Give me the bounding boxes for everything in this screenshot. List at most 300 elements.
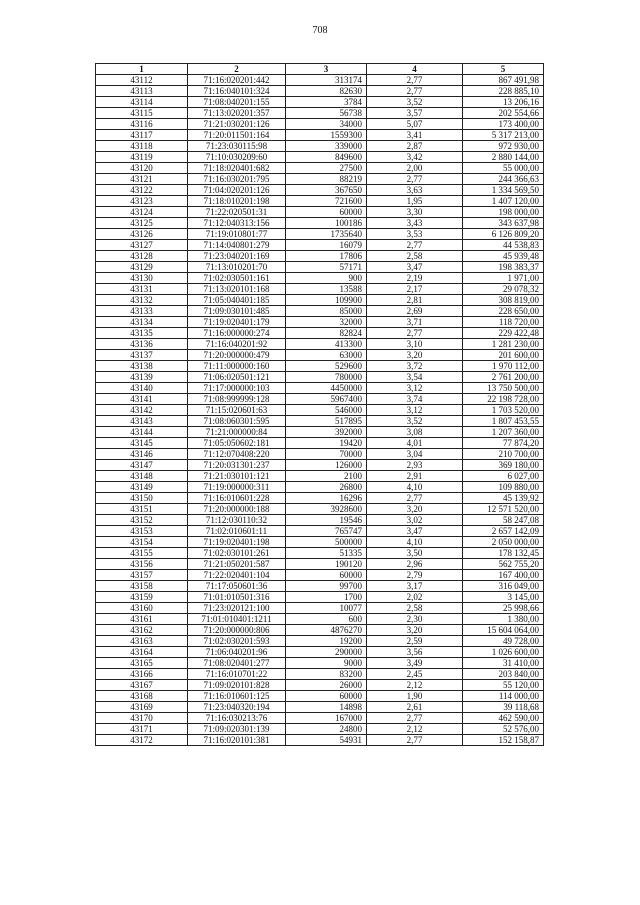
table-row: [96, 75, 544, 86]
rate-cell: 3,20: [367, 350, 463, 361]
table-row: [96, 416, 544, 427]
table-row: [96, 625, 544, 636]
cadastral-number-cell: 71:04:020201:126: [188, 185, 286, 196]
rate-cell: 2,45: [367, 669, 463, 680]
cadastral-number-cell: 71:21:050201:587: [188, 559, 286, 570]
value-cell: 198 383,37: [463, 262, 544, 273]
area-cell: 19420: [286, 438, 367, 449]
cadastral-number-cell: 71:02:030501:161: [188, 273, 286, 284]
value-cell: 228 885,10: [463, 86, 544, 97]
cadastral-number-cell: 71:13:020101:168: [188, 284, 286, 295]
value-cell: 44 538,83: [463, 240, 544, 251]
table-body: [96, 75, 544, 746]
value-cell: 201 600,00: [463, 350, 544, 361]
row-number-cell: 43152: [96, 515, 188, 526]
table-row: [96, 119, 544, 130]
value-cell: 173 400,00: [463, 119, 544, 130]
value-cell: 31 410,00: [463, 658, 544, 669]
area-cell: 517895: [286, 416, 367, 427]
table-row: [96, 284, 544, 295]
rate-cell: 3,42: [367, 152, 463, 163]
table-row: [96, 702, 544, 713]
rate-cell: 2,77: [367, 328, 463, 339]
row-number-cell: 43131: [96, 284, 188, 295]
rate-cell: 3,52: [367, 97, 463, 108]
table-row: [96, 735, 544, 746]
area-cell: 13588: [286, 284, 367, 295]
row-number-cell: 43127: [96, 240, 188, 251]
value-cell: 178 132,45: [463, 548, 544, 559]
row-number-cell: 43124: [96, 207, 188, 218]
table-row: [96, 306, 544, 317]
area-cell: 500000: [286, 537, 367, 548]
value-cell: 39 118,68: [463, 702, 544, 713]
area-cell: 16296: [286, 493, 367, 504]
row-number-cell: 43138: [96, 361, 188, 372]
row-number-cell: 43141: [96, 394, 188, 405]
value-cell: 308 819,00: [463, 295, 544, 306]
row-number-cell: 43133: [96, 306, 188, 317]
table-row: [96, 537, 544, 548]
rate-cell: 2,81: [367, 295, 463, 306]
value-cell: 202 554,66: [463, 108, 544, 119]
value-cell: 198 000,00: [463, 207, 544, 218]
area-cell: 600: [286, 614, 367, 625]
rate-cell: 4,10: [367, 537, 463, 548]
row-number-cell: 43142: [96, 405, 188, 416]
row-number-cell: 43160: [96, 603, 188, 614]
cadastral-number-cell: 71:20:000000:806: [188, 625, 286, 636]
value-cell: 5 317 213,00: [463, 130, 544, 141]
area-cell: 721600: [286, 196, 367, 207]
cadastral-number-cell: 71:02:030201:593: [188, 636, 286, 647]
table-row: [96, 394, 544, 405]
rate-cell: 3,49: [367, 658, 463, 669]
value-cell: 1 971,00: [463, 273, 544, 284]
rate-cell: 2,02: [367, 592, 463, 603]
table-row: [96, 207, 544, 218]
area-cell: 56738: [286, 108, 367, 119]
cadastral-number-cell: 71:16:010601:125: [188, 691, 286, 702]
table-row: [96, 471, 544, 482]
table-row: [96, 196, 544, 207]
page-number: 708: [312, 25, 328, 36]
area-cell: 313174: [286, 75, 367, 86]
table-row: [96, 438, 544, 449]
area-cell: 17806: [286, 251, 367, 262]
data-table: [95, 63, 544, 746]
area-cell: 82630: [286, 86, 367, 97]
row-number-cell: 43161: [96, 614, 188, 625]
rate-cell: 3,57: [367, 108, 463, 119]
rate-cell: 3,12: [367, 405, 463, 416]
cadastral-number-cell: 71:17:050601:36: [188, 581, 286, 592]
area-cell: 2100: [286, 471, 367, 482]
cadastral-number-cell: 71:19:020401:198: [188, 537, 286, 548]
area-cell: 70000: [286, 449, 367, 460]
value-cell: 2 657 142,09: [463, 526, 544, 537]
row-number-cell: 43114: [96, 97, 188, 108]
value-cell: 49 728,00: [463, 636, 544, 647]
value-cell: 343 637,98: [463, 218, 544, 229]
value-cell: 22 198 728,00: [463, 394, 544, 405]
rate-cell: 2,19: [367, 273, 463, 284]
rate-cell: 4,01: [367, 438, 463, 449]
table-row: [96, 559, 544, 570]
row-number-cell: 43169: [96, 702, 188, 713]
value-cell: 867 491,98: [463, 75, 544, 86]
table-row: [96, 614, 544, 625]
value-cell: 369 180,00: [463, 460, 544, 471]
row-number-cell: 43113: [96, 86, 188, 97]
area-cell: 57171: [286, 262, 367, 273]
rate-cell: 3,47: [367, 526, 463, 537]
cadastral-number-cell: 71:20:011501:164: [188, 130, 286, 141]
row-number-cell: 43171: [96, 724, 188, 735]
value-cell: 244 366,63: [463, 174, 544, 185]
cadastral-number-cell: 71:06:020501:121: [188, 372, 286, 383]
area-cell: 19200: [286, 636, 367, 647]
table-row: [96, 339, 544, 350]
row-number-cell: 43139: [96, 372, 188, 383]
rate-cell: 4,10: [367, 482, 463, 493]
area-cell: 32000: [286, 317, 367, 328]
rate-cell: 3,17: [367, 581, 463, 592]
table-row: [96, 240, 544, 251]
row-number-cell: 43119: [96, 152, 188, 163]
cadastral-number-cell: 71:05:040401:185: [188, 295, 286, 306]
cadastral-number-cell: 71:14:040801:279: [188, 240, 286, 251]
table-row: [96, 108, 544, 119]
area-cell: 63000: [286, 350, 367, 361]
rate-cell: 3,08: [367, 427, 463, 438]
cadastral-number-cell: 71:15:020601:63: [188, 405, 286, 416]
cadastral-number-cell: 71:08:020401:277: [188, 658, 286, 669]
rate-cell: 3,43: [367, 218, 463, 229]
area-cell: 27500: [286, 163, 367, 174]
area-cell: 60000: [286, 207, 367, 218]
value-cell: 3 145,00: [463, 592, 544, 603]
rate-cell: 2,79: [367, 570, 463, 581]
rate-cell: 3,71: [367, 317, 463, 328]
area-cell: 529600: [286, 361, 367, 372]
rate-cell: 2,77: [367, 735, 463, 746]
cadastral-number-cell: 71:21:030101:121: [188, 471, 286, 482]
value-cell: 2 880 144,00: [463, 152, 544, 163]
area-cell: 19546: [286, 515, 367, 526]
area-cell: 339000: [286, 141, 367, 152]
cadastral-number-cell: 71:11:000000:160: [188, 361, 286, 372]
row-number-cell: 43112: [96, 75, 188, 86]
rate-cell: 3,12: [367, 383, 463, 394]
table-row: [96, 691, 544, 702]
value-cell: 114 000,00: [463, 691, 544, 702]
table-row: [96, 658, 544, 669]
area-cell: 1559300: [286, 130, 367, 141]
row-number-cell: 43155: [96, 548, 188, 559]
value-cell: 6 027,00: [463, 471, 544, 482]
rate-cell: 1,95: [367, 196, 463, 207]
table-row: [96, 724, 544, 735]
area-cell: 126000: [286, 460, 367, 471]
area-cell: 88219: [286, 174, 367, 185]
rate-cell: 3,53: [367, 229, 463, 240]
area-cell: 546000: [286, 405, 367, 416]
cadastral-number-cell: 71:09:030101:485: [188, 306, 286, 317]
rate-cell: 3,20: [367, 504, 463, 515]
row-number-cell: 43128: [96, 251, 188, 262]
rate-cell: 3,30: [367, 207, 463, 218]
area-cell: 99700: [286, 581, 367, 592]
area-cell: 82824: [286, 328, 367, 339]
row-number-cell: 43143: [96, 416, 188, 427]
rate-cell: 2,77: [367, 493, 463, 504]
rate-cell: 3,63: [367, 185, 463, 196]
area-cell: 83200: [286, 669, 367, 680]
row-number-cell: 43151: [96, 504, 188, 515]
table-row: [96, 185, 544, 196]
area-cell: 5967400: [286, 394, 367, 405]
row-number-cell: 43162: [96, 625, 188, 636]
cadastral-number-cell: 71:10:030209:60: [188, 152, 286, 163]
area-cell: 4876270: [286, 625, 367, 636]
area-cell: 14898: [286, 702, 367, 713]
value-cell: 52 576,00: [463, 724, 544, 735]
column-header: 5: [463, 64, 544, 75]
table-row: [96, 328, 544, 339]
area-cell: 765747: [286, 526, 367, 537]
table-row: [96, 372, 544, 383]
column-header: 1: [96, 64, 188, 75]
rate-cell: 3,72: [367, 361, 463, 372]
rate-cell: 2,77: [367, 174, 463, 185]
row-number-cell: 43130: [96, 273, 188, 284]
row-number-cell: 43126: [96, 229, 188, 240]
area-cell: 1700: [286, 592, 367, 603]
value-cell: 972 930,00: [463, 141, 544, 152]
cadastral-number-cell: 71:02:030101:261: [188, 548, 286, 559]
table-row: [96, 97, 544, 108]
rate-cell: 2,17: [367, 284, 463, 295]
row-number-cell: 43159: [96, 592, 188, 603]
table-row: [96, 86, 544, 97]
table-row: [96, 669, 544, 680]
table-row: [96, 295, 544, 306]
rate-cell: 2,61: [367, 702, 463, 713]
table-row: [96, 273, 544, 284]
row-number-cell: 43168: [96, 691, 188, 702]
rate-cell: 2,93: [367, 460, 463, 471]
row-number-cell: 43165: [96, 658, 188, 669]
area-cell: 167000: [286, 713, 367, 724]
row-number-cell: 43145: [96, 438, 188, 449]
value-cell: 167 400,00: [463, 570, 544, 581]
table-row: [96, 251, 544, 262]
table-row: [96, 141, 544, 152]
table-row: [96, 548, 544, 559]
row-number-cell: 43166: [96, 669, 188, 680]
rate-cell: 2,77: [367, 75, 463, 86]
value-cell: 77 874,20: [463, 438, 544, 449]
table-row: [96, 317, 544, 328]
value-cell: 1 380,00: [463, 614, 544, 625]
value-cell: 203 840,00: [463, 669, 544, 680]
table-row: [96, 713, 544, 724]
cadastral-number-cell: 71:05:050602:181: [188, 438, 286, 449]
cadastral-number-cell: 71:19:020401:179: [188, 317, 286, 328]
table-row: [96, 570, 544, 581]
rate-cell: 3,10: [367, 339, 463, 350]
row-number-cell: 43163: [96, 636, 188, 647]
area-cell: 3784: [286, 97, 367, 108]
row-number-cell: 43118: [96, 141, 188, 152]
rate-cell: 3,41: [367, 130, 463, 141]
rate-cell: 3,20: [367, 625, 463, 636]
cadastral-number-cell: 71:12:070408:220: [188, 449, 286, 460]
rate-cell: 2,12: [367, 680, 463, 691]
table-row: [96, 229, 544, 240]
value-cell: 13 750 500,00: [463, 383, 544, 394]
cadastral-number-cell: 71:20:000000:188: [188, 504, 286, 515]
rate-cell: 3,02: [367, 515, 463, 526]
cadastral-number-cell: 71:23:020121:100: [188, 603, 286, 614]
row-number-cell: 43137: [96, 350, 188, 361]
row-number-cell: 43170: [96, 713, 188, 724]
table-row: [96, 460, 544, 471]
area-cell: 60000: [286, 570, 367, 581]
value-cell: 316 049,00: [463, 581, 544, 592]
value-cell: 13 206,16: [463, 97, 544, 108]
row-number-cell: 43149: [96, 482, 188, 493]
row-number-cell: 43156: [96, 559, 188, 570]
rate-cell: 5,07: [367, 119, 463, 130]
cadastral-number-cell: 71:16:020101:381: [188, 735, 286, 746]
cadastral-number-cell: 71:13:010201:70: [188, 262, 286, 273]
cadastral-number-cell: 71:18:020401:682: [188, 163, 286, 174]
rate-cell: 3,50: [367, 548, 463, 559]
rate-cell: 2,87: [367, 141, 463, 152]
table-row: [96, 526, 544, 537]
row-number-cell: 43125: [96, 218, 188, 229]
row-number-cell: 43135: [96, 328, 188, 339]
cadastral-number-cell: 71:16:000000:274: [188, 328, 286, 339]
table-row: [96, 383, 544, 394]
area-cell: 780000: [286, 372, 367, 383]
rate-cell: 1,90: [367, 691, 463, 702]
table-row: [96, 361, 544, 372]
rate-cell: 3,04: [367, 449, 463, 460]
row-number-cell: 43147: [96, 460, 188, 471]
area-cell: 290000: [286, 647, 367, 658]
value-cell: 229 422,48: [463, 328, 544, 339]
cadastral-number-cell: 71:06:040201:96: [188, 647, 286, 658]
row-number-cell: 43150: [96, 493, 188, 504]
value-cell: 210 700,00: [463, 449, 544, 460]
row-number-cell: 43146: [96, 449, 188, 460]
rate-cell: 3,47: [367, 262, 463, 273]
rate-cell: 2,58: [367, 251, 463, 262]
value-cell: 6 126 809,20: [463, 229, 544, 240]
value-cell: 1 407 120,00: [463, 196, 544, 207]
row-number-cell: 43120: [96, 163, 188, 174]
cadastral-number-cell: 71:16:030213:76: [188, 713, 286, 724]
rate-cell: 3,74: [367, 394, 463, 405]
area-cell: 1735640: [286, 229, 367, 240]
value-cell: 2 050 000,00: [463, 537, 544, 548]
row-number-cell: 43158: [96, 581, 188, 592]
cadastral-number-cell: 71:01:010401:1211: [188, 614, 286, 625]
rate-cell: 3,54: [367, 372, 463, 383]
value-cell: 1 970 112,00: [463, 361, 544, 372]
area-cell: 54931: [286, 735, 367, 746]
table-row: [96, 581, 544, 592]
area-cell: 3928600: [286, 504, 367, 515]
value-cell: 55 000,00: [463, 163, 544, 174]
area-cell: 109900: [286, 295, 367, 306]
rate-cell: 3,56: [367, 647, 463, 658]
value-cell: 118 720,00: [463, 317, 544, 328]
cadastral-number-cell: 71:09:020301:139: [188, 724, 286, 735]
table-row: [96, 515, 544, 526]
cadastral-number-cell: 71:12:030110:32: [188, 515, 286, 526]
value-cell: 1 281 230,00: [463, 339, 544, 350]
cadastral-number-cell: 71:18:010201:198: [188, 196, 286, 207]
rate-cell: 2,77: [367, 240, 463, 251]
row-number-cell: 43164: [96, 647, 188, 658]
area-cell: 26800: [286, 482, 367, 493]
row-number-cell: 43153: [96, 526, 188, 537]
row-number-cell: 43172: [96, 735, 188, 746]
table-row: [96, 603, 544, 614]
rate-cell: 2,96: [367, 559, 463, 570]
area-cell: 24800: [286, 724, 367, 735]
area-cell: 16079: [286, 240, 367, 251]
area-cell: 85000: [286, 306, 367, 317]
cadastral-number-cell: 71:20:031301:237: [188, 460, 286, 471]
area-cell: 413300: [286, 339, 367, 350]
area-cell: 10077: [286, 603, 367, 614]
row-number-cell: 43136: [96, 339, 188, 350]
table-row: [96, 592, 544, 603]
cadastral-number-cell: 71:23:040201:169: [188, 251, 286, 262]
rate-cell: 2,00: [367, 163, 463, 174]
table-row: [96, 152, 544, 163]
cadastral-number-cell: 71:08:060301:595: [188, 416, 286, 427]
value-cell: 462 590,00: [463, 713, 544, 724]
cadastral-number-cell: 71:16:040201:92: [188, 339, 286, 350]
row-number-cell: 43129: [96, 262, 188, 273]
value-cell: 228 650,00: [463, 306, 544, 317]
table-row: [96, 405, 544, 416]
cadastral-number-cell: 71:17:000000:103: [188, 383, 286, 394]
column-header: 2: [188, 64, 286, 75]
row-number-cell: 43144: [96, 427, 188, 438]
area-cell: 900: [286, 273, 367, 284]
area-cell: 60000: [286, 691, 367, 702]
rate-cell: 2,12: [367, 724, 463, 735]
rate-cell: 2,59: [367, 636, 463, 647]
cadastral-number-cell: 71:21:030201:126: [188, 119, 286, 130]
row-number-cell: 43140: [96, 383, 188, 394]
value-cell: 1 703 520,00: [463, 405, 544, 416]
cadastral-number-cell: 71:20:000000:479: [188, 350, 286, 361]
cadastral-number-cell: 71:22:020501:31: [188, 207, 286, 218]
table-row: [96, 493, 544, 504]
table-row: [96, 174, 544, 185]
rate-cell: 2,58: [367, 603, 463, 614]
value-cell: 562 755,20: [463, 559, 544, 570]
cadastral-number-cell: 71:23:040320:194: [188, 702, 286, 713]
